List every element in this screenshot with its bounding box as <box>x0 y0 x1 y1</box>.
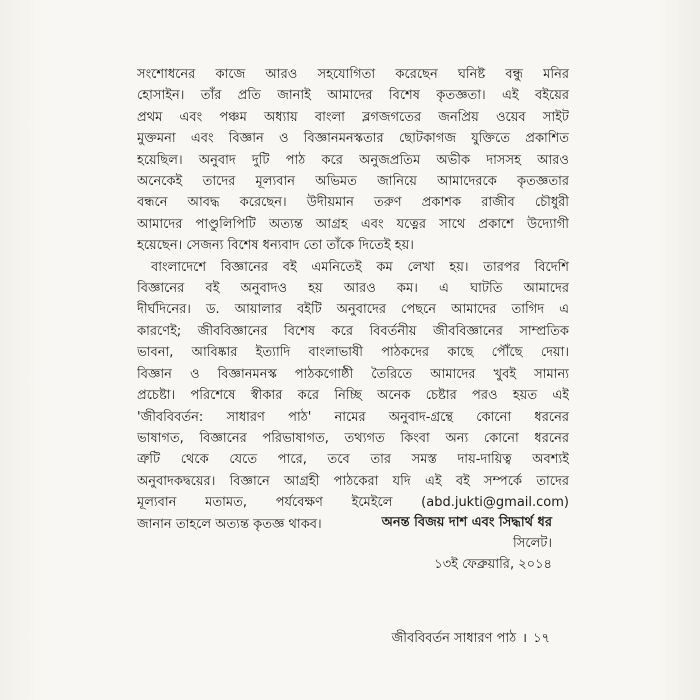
text-line: মুক্তমনা এবং বিজ্ঞান ও বিজ্ঞানমনস্কতার ছোটকাগজ যুক্তিতে প্রকাশিত <box>137 131 569 147</box>
text-line: হয়েছেন। সেজন্য বিশেষ ধন্যবাদ তো তাঁকে দিতেই হয়। <box>137 238 414 254</box>
running-footer <box>392 628 550 650</box>
text-line: দীর্ঘদিনের। ড. আয়ালার বইটি অনুবাদের পেছনে আমাদের তাগিদ এ <box>137 302 569 318</box>
text-line: হোসাইন। তাঁর প্রতি জানাই আমাদের বিশেষ কৃতজ্ঞতা। এই বইয়ের <box>137 88 569 104</box>
text-line: আমাদের পাণ্ডুলিপিটি অত্যন্ত আগ্রহ এবং যত্নের সাথে প্রকাশে উদ্যোগী <box>137 216 569 232</box>
text-line: ভাষাগত, বিজ্ঞানের পরিভাষাগত, তথ্যগত কিংবা অন্য কোনো ধরনের <box>137 430 569 446</box>
text-line: হয়েছিল। অনুবাদ দুটি পাঠ করে অনুজপ্রতিম অভীক দাসসহ আরও <box>137 152 569 168</box>
text-line: জানান তাহলে অত্যন্ত কৃতজ্ঞ থাকব। <box>137 516 322 532</box>
text-line: ভাবনা, আবিষ্কার ইত্যাদি বাংলাভাষী পাঠকদের কাছে পৌঁছে দেয়া। <box>137 345 569 361</box>
text-line: ত্রুটি থেকে যেতে পারে, তবে তার সমস্ত দায়-দায়িত্ব অবশ্যই <box>137 452 569 468</box>
text-line: প্রথম এবং পঞ্চম অধ্যায় বাংলা ব্লগজগতের জনপ্রিয় ওয়েব সাইট <box>137 109 569 125</box>
signature-block <box>382 512 552 575</box>
author-names: অনন্ত বিজয় দাশ এবং সিদ্ধার্থ ধর <box>381 515 552 530</box>
signature-place: সিলেট। <box>513 536 552 551</box>
footer-book-title: জীববিবর্তন সাধারণ পাঠ <box>391 631 517 646</box>
text-line: বাংলাদেশে বিজ্ঞানের বই এমনিতেই কম লেখা হয়। তারপর বিদেশি <box>151 259 569 275</box>
text-line: প্রচেষ্টা। পরিশেষে স্বীকার করে নিচ্ছি অনেক চেষ্টার পরও হয়ত এই <box>137 388 569 404</box>
preface-body <box>137 64 569 535</box>
footer-separator: । <box>522 631 528 646</box>
text-line: মূল্যবান মতামত, পর্যবেক্ষণ ইমেইলে (abd.jukti@gmail.com) <box>137 495 569 511</box>
text-line: অনুবাদকদ্বয়ের। বিজ্ঞানে আগ্রহী পাঠকেরা যদি এই বই সম্পর্কে তাদের <box>137 473 569 489</box>
text-line: বিজ্ঞানের বই অনুবাদও হয় আরও কম। এ ঘাটতি আমাদের <box>137 281 569 297</box>
text-line: বিজ্ঞান ও বিজ্ঞানমনস্ক পাঠকগোষ্ঠী তৈরিতে আমাদের খুবই সামান্য <box>137 366 569 382</box>
text-line: বন্ধনে আবদ্ধ করেছেন। উদীয়মান তরুণ প্রকাশক রাজীব চৌধুরী <box>137 195 569 211</box>
text-line: কারণেই; জীববিজ্ঞানের বিশেষ করে বিবর্তনীয় জীববিজ্ঞানের সাম্প্রতিক <box>137 323 569 339</box>
page-number: ১৭ <box>533 631 550 646</box>
text-line: অনেকেই তাদের মূল্যবান অভিমত জানিয়ে আমাদেরকে কৃতজ্ঞতার <box>137 174 569 190</box>
text-line: সংশোধনের কাজে আরও সহযোগিতা করেছেন ঘনিষ্ট বন্ধু মনির <box>137 67 569 82</box>
text-line: 'জীববিবর্তন: সাধারণ পাঠ' নামের অনুবাদ-গ্রন্থে কোনো ধরনের <box>137 409 569 425</box>
signature-date: ১৩ই ফেব্রুয়ারি, ২০১৪ <box>434 557 552 572</box>
